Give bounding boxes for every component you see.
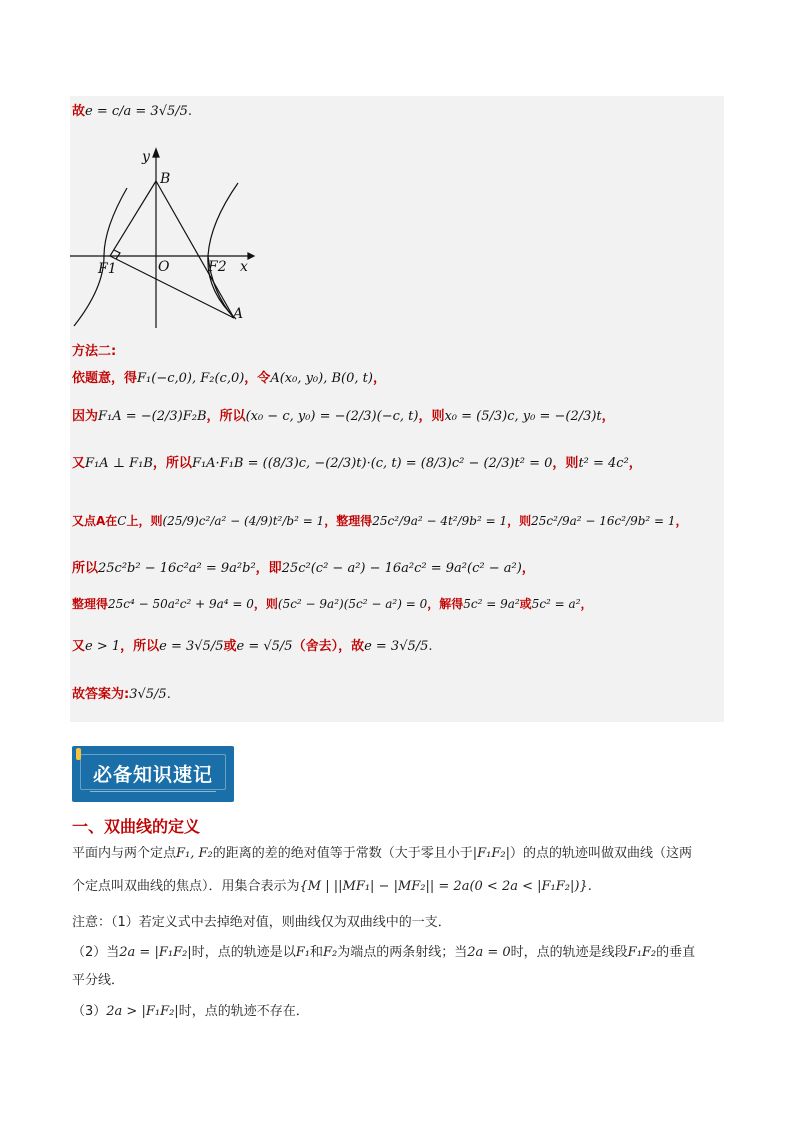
definition-paragraph-line1: 平面内与两个定点F₁, F₂的距离的差的绝对值等于常数（大于零且小于|F₁F₂|）的点的轨迹叫做双曲线（这两: [72, 846, 693, 861]
section-heading: 一、双曲线的定义: [72, 817, 201, 836]
label-x: x: [240, 259, 248, 275]
solution-line-8: 又e > 1，所以e = 3√5/5或e = √5/5（舍去），故e = 3√5/5.: [72, 639, 433, 654]
solution-line-5: 又点A在C上，则(25/9)c²/a² − (4/9)t²/b² = 1，整理得25c²/9a² − 4t²/9b² = 1，则25c²/9a² − 16c²/9b² = 1，: [72, 514, 688, 528]
banner-tab-icon: [76, 748, 81, 760]
segment-BF1: [110, 181, 156, 256]
label-O: O: [158, 259, 170, 275]
solution-line-2: 依题意，得F₁(−c,0), F₂(c,0)，令A(x₀, y₀), B(0, t)，: [72, 371, 386, 386]
definition-paragraph-line2: 个定点叫双曲线的焦点）．用集合表示为{M | ||MF₁| − |MF₂|| = 2a(0 < 2a < |F₁F₂|)}.: [72, 879, 592, 894]
label-y: y: [142, 149, 150, 165]
label-B: B: [160, 171, 171, 187]
hyperbola-graph: [70, 143, 260, 333]
banner-underline: [90, 791, 216, 792]
label-A: A: [233, 306, 244, 322]
eccentricity-formula: e = c/a = 3√5/5: [85, 104, 188, 119]
solution-line-6: 所以25c²b² − 16c²a² = 9a²b²，即25c²(c² − a²) − 16a²c² = 9a²(c² − a²)，: [72, 561, 535, 576]
method2-label: 方法二:: [72, 344, 117, 359]
solution-line-answer: 故答案为:3√5/5.: [72, 687, 171, 702]
label-F1: F1: [98, 261, 117, 277]
label-F2: F2: [208, 259, 227, 275]
x-axis-arrow: [248, 253, 254, 259]
segment-BA: [156, 181, 234, 318]
note-1: 注意：（1）若定义式中去掉绝对值，则曲线仅为双曲线中的一支．: [72, 915, 451, 930]
hyperbola-left-branch: [74, 188, 127, 326]
solution-line-3: 因为F₁A = −(2/3)F₂B，所以(x₀ − c, y₀) = −(2/3)(−c, t)，则x₀ = (5/3)c, y₀ = −(2/3)t，: [72, 409, 615, 424]
y-axis-arrow: [153, 149, 159, 157]
note-2-continued: 平分线．: [72, 973, 125, 988]
right-angle-mark: [114, 250, 120, 259]
note-3: （3）2a > |F₁F₂|时，点的轨迹不存在．: [72, 1004, 309, 1019]
knowledge-banner: [72, 746, 234, 802]
solution-line-4: 又F₁A ⊥ F₁B，所以F₁A·F₁B = ((8/3)c, −(2/3)t)·(c, t) = (8/3)c² − (2/3)t² = 0，则t² = 4c²，: [72, 456, 642, 471]
solution-line-conclusion: 故e = c/a = 3√5/5.: [72, 104, 193, 119]
banner-title: 必备知识速记: [92, 764, 213, 786]
note-2: （2）当2a = |F₁F₂|时，点的轨迹是以F₁和F₂为端点的两条射线；当2a = 0时，点的轨迹是线段F₁F₂的垂直: [72, 945, 696, 960]
solution-line-7: 整理得25c⁴ − 50a²c² + 9a⁴ = 0，则(5c² − 9a²)(5c² − a²) = 0，解得5c² = 9a²或5c² = a²，: [72, 597, 593, 611]
